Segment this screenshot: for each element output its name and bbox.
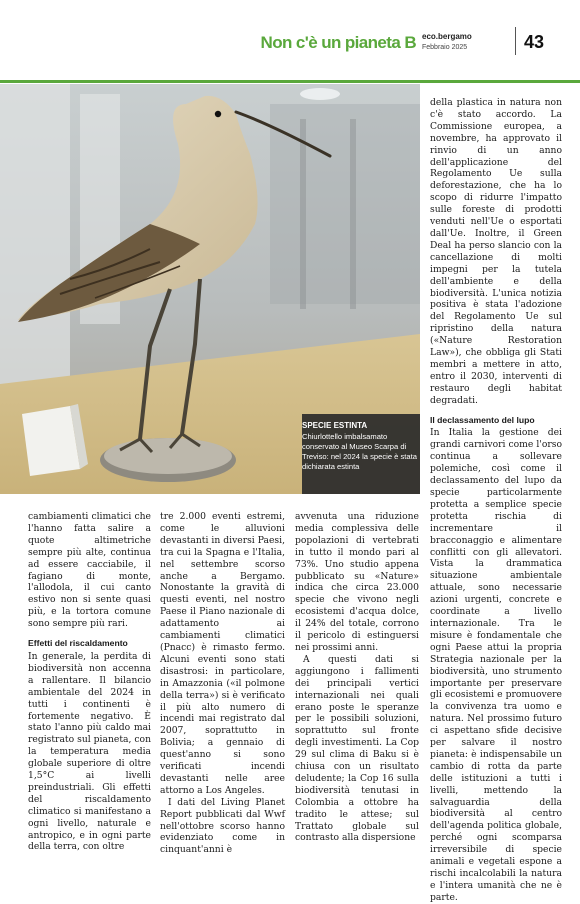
issue-date: Febbraio 2025 xyxy=(422,44,468,51)
col2-paragraph-2: I dati del Living Planet Report pubblicati dal Wwf nell'ottobre scorso hanno evidenziato come in cinquant'anni è xyxy=(160,796,285,856)
col1-paragraph-top: cambiamenti climatici che l'hanno fatta salire a quote altimetriche sempre più alte, continua ad essere cacciabile, il fagiano di monte, l'allodola, il cui canto estivo non si sente quasi più, e la tortora comune sono sempre più rari. xyxy=(28,511,151,630)
caption-title: SPECIE ESTINTA xyxy=(302,421,368,430)
brand-name: eco.bergamo xyxy=(422,32,472,41)
col4-paragraph-top: della plastica in natura non c'è stato accordo. La Commissione europea, a novembre, ha approvato il rinvio di un anno dell'applicazione del Regolamento Ue sulla deforestazione, che ha lo scopo di ridurre l'impatto sulle foreste di prodotti venduti nell'Ue o esportati dall'Ue. Inoltre, il Green Deal ha perso slancio con la cancellazione di molti impegni per la tutela dell'ambiente e della biodiversità. L'unica notizia positiva è stata l'adozione del Regolamento Ue sul ripristino della natura («Nature Restoration Law»), che obbliga gli Stati membri a mettere in atto, entro il 2030, interventi di restauro degli habitat degradati. xyxy=(430,97,562,406)
header-rule xyxy=(0,80,580,83)
page-number: 43 xyxy=(515,27,552,55)
page-header xyxy=(0,0,580,64)
col4-subhead: Il declassamento del lupo xyxy=(430,414,535,425)
col2-paragraph-1: tre 2.000 eventi estremi, come le alluvioni devastanti in diversi Paesi, tra cui la Spagna e l'Italia, nel settembre scorso anche a Bergamo. Nonostante la gravità di questi eventi, nel nostro Paese il Piano nazionale di adattamento ai cambiamenti climatici (Pnacc) è rimasto fermo. Alcuni eventi sono stati disastrosi: in particolare, in Amazzonia («il polmone della terra») si è verificato il più alto numero di incendi mai registrato dal 2007, soprattutto in Bolivia; a gennaio di quest'anno si sono verificati incendi devastanti nelle aree attorno a Los Angeles. xyxy=(160,511,285,796)
article-column-1 xyxy=(28,511,151,853)
section-title: Non c'è un pianeta B xyxy=(260,33,416,52)
photo-caption xyxy=(302,421,418,472)
col1-subhead: Effetti del riscaldamento xyxy=(28,638,128,649)
col4-paragraph-bottom: In Italia la gestione dei grandi carnivori come l'orso continua a sollevare polemiche, così come il declassamento del lupo da specie particolarmente protetta a semplice specie protetta rischia di incrementare il bracconaggio e alimentare conflitti con gli allevatori. Vista la drammatica situazione ambientale attuale, sono necessarie azioni urgenti, concrete e coordinate a livello internazionale. Tra le misure è fondamentale che ogni Paese attui la propria Strategia nazionale per la biodiversità, uno strumento importante per preservare gli ecosistemi e promuovere la convivenza tra uomo e natura. Nel prossimo futuro ci aspettano sfide decisive per salvare il nostro pianeta: è indispensabile un cambio di rotta da parte delle istituzioni a tutti i livelli, mettendo la salvaguardia della biodiversità al centro dell'agenda politica globale, perché ogni scomparsa irreversibile di specie animali e vegetali espone a rischi incalcolabili la natura e l'intera umanità che ne è parte. xyxy=(430,427,562,903)
col3-paragraph-1: avvenuta una riduzione media complessiva delle popolazioni di vertebrati in tutto il mondo pari al 73%. Uno studio appena pubblicato su «Nature» indica che circa 23.000 specie che vivono negli ecosistemi d'acqua dolce, il 24% del totale, corrono il pericolo di estinguersi nei prossimi anni. xyxy=(295,511,419,653)
article-column-2 xyxy=(160,511,285,856)
article-column-4 xyxy=(430,97,562,904)
article-column-3 xyxy=(295,511,419,844)
col3-paragraph-2: A questi dati si aggiungono i fallimenti dei principali vertici internazionali nei quali erano poste le speranze per le possibili soluzioni, soprattutto sul fronte degli investimenti. La Cop 29 sul clima di Baku si è chiusa con un risultato deludente; la Cop 16 sulla biodiversità tenutasi in Colombia a ottobre ha tradito le attese; sul Trattato globale sul contrasto alla dispersione xyxy=(295,653,419,844)
caption-text: Chiurlottello imbalsamato conservato al Museo Scarpa di Treviso: nel 2024 la specie è stata dichiarata estinta xyxy=(302,432,417,471)
col1-paragraph-bottom: In generale, la perdita di biodiversità non accenna a rallentare. Il bilancio ambientale del 2024 in tutti i continenti è fortemente negativo. È stato l'anno più caldo mai registrato sul pianeta, con la temperatura media globale superiore di oltre 1,5°C ai livelli preindustriali. Gli effetti del riscaldamento climatico si manifestano a ogni livello, naturale e antropico, e in ogni parte della terra, con oltre xyxy=(28,650,151,853)
